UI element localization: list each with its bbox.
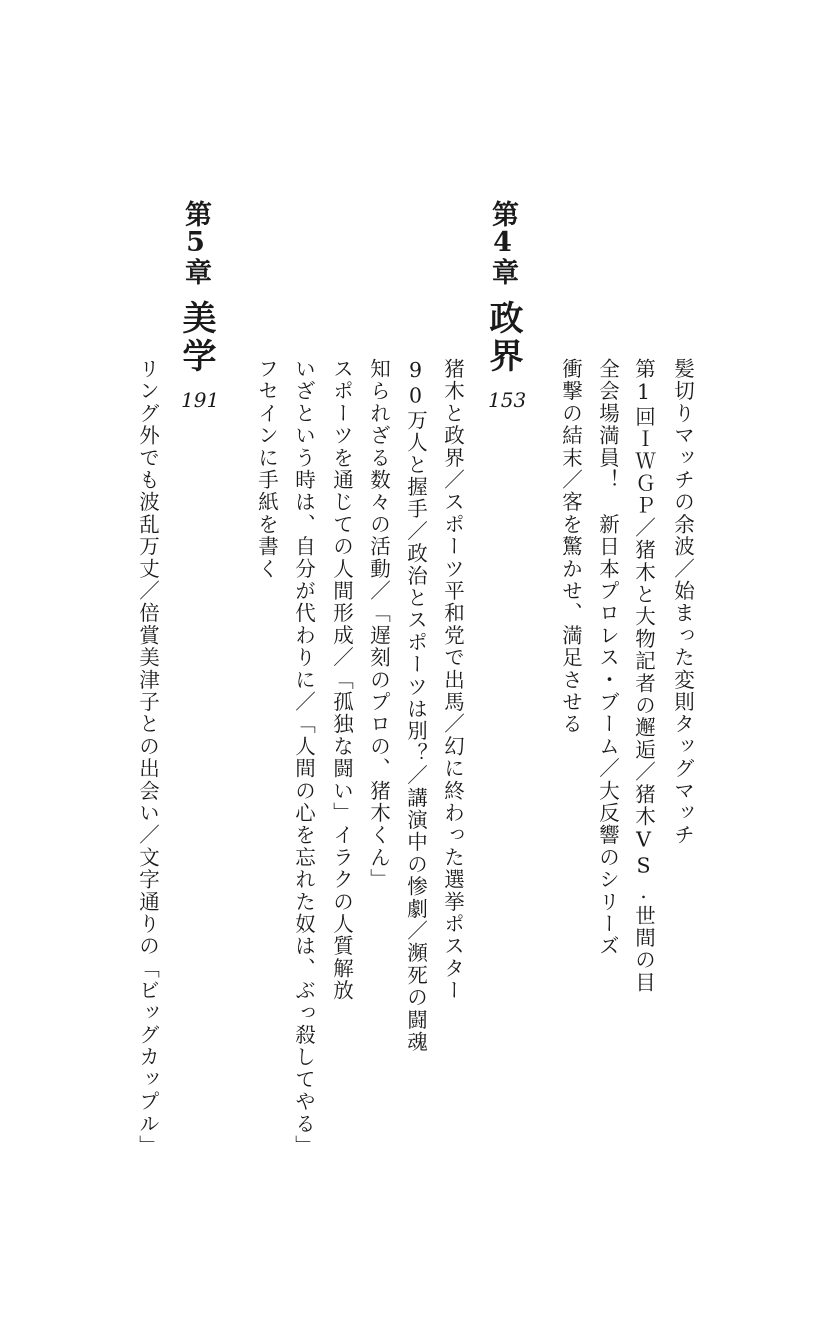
chapter-4-line-2: 第1回ＩＷＧＰ／猪木と大物記者の邂逅／猪木VS.世間の目 (631, 358, 656, 994)
chapter-5-line-2: 90万人と握手／政治とスポーツは別？／講演中の惨劇／瀕死の闘魂 (403, 358, 428, 1054)
chapter-4-line-4: 衝撃の結末／客を驚かせ、満足させる (558, 358, 583, 736)
chapter-4-label: 第4章 (487, 200, 518, 285)
chapter-5-line-1: 猪木と政界／スポーツ平和党で出馬／幻に終わった選挙ポスター (440, 358, 465, 1002)
chapter-4-line-1: 髪切りマッチの余波／始まった変則タッグマッチ (670, 358, 695, 847)
chapter-5-line-5: いざという時は、自分が代わりに／「人間の心を忘れた奴は、ぶっ殺してやる」 (291, 358, 316, 1158)
chapter-5-line-3: 知られざる数々の活動／「遅刻のプロの、猪木くん」 (366, 358, 391, 891)
chapter-5-line-6: フセインに手紙を書く (254, 358, 279, 580)
chapter-5-page-number: 191 (181, 388, 220, 412)
chapter-4-page-number: 153 (488, 388, 527, 412)
chapter-5-line-4: スポーツを通じての人間形成／「孤独な闘い」イラクの人質解放 (329, 358, 354, 1002)
chapter-6-line-1: リング外でも波乱万丈／倍賞美津子との出会い／文字通りの「ビッグカップル」 (135, 358, 160, 1158)
chapter-5-label: 第5章 (180, 200, 211, 285)
chapter-4-line-3: 全会場満員！ 新日本プロレス・ブーム／大反響のシリーズ (595, 358, 620, 958)
chapter-5-title: 美学 (176, 300, 216, 376)
chapter-4-title: 政界 (483, 300, 523, 376)
